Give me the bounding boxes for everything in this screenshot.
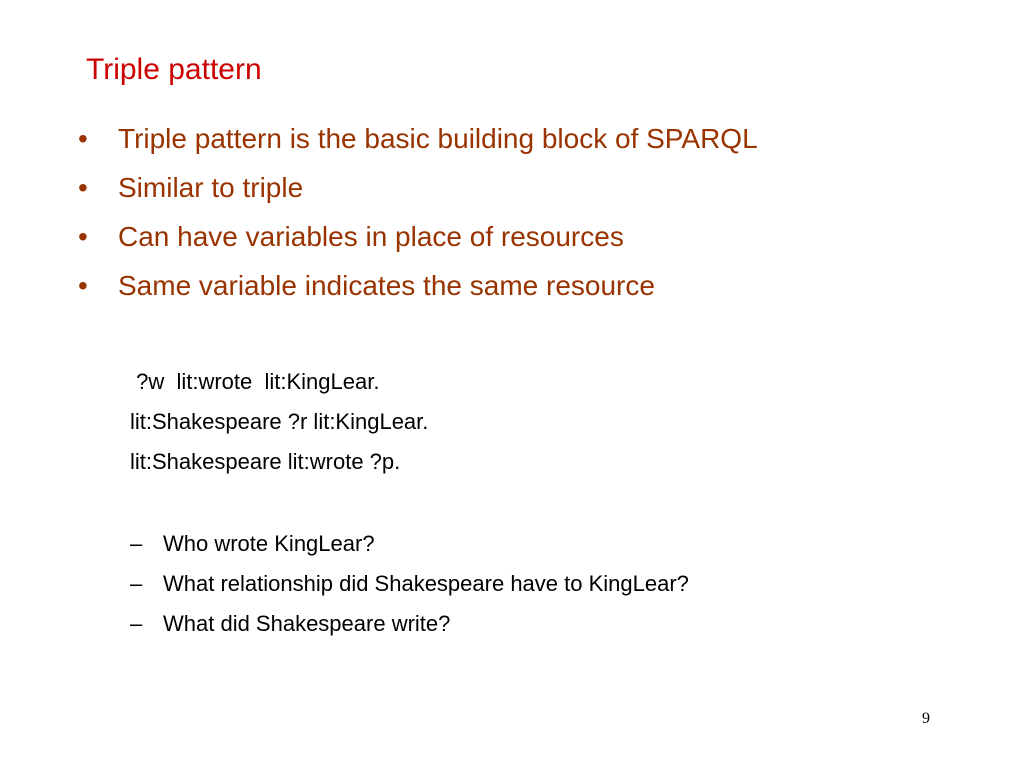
question-text: What did Shakespeare write? xyxy=(163,611,451,636)
bullet-mark: • xyxy=(78,172,88,203)
bullet-item xyxy=(78,261,758,310)
dash-mark: – xyxy=(130,611,143,636)
bullet-text: Triple pattern is the basic building block of SPARQL xyxy=(118,123,758,154)
question-text: Who wrote KingLear? xyxy=(163,531,375,556)
dash-mark: – xyxy=(130,531,143,556)
bullet-text: Similar to triple xyxy=(118,172,304,203)
triple-pattern-line: lit:Shakespeare lit:wrote ?p. xyxy=(130,449,401,474)
bullet-mark: • xyxy=(78,221,88,252)
bullet-mark: • xyxy=(78,270,88,301)
question-text: What relationship did Shakespeare have to KingLear? xyxy=(163,571,689,596)
bullet-text: Same variable indicates the same resource xyxy=(118,270,655,301)
dash-mark: – xyxy=(130,571,143,596)
question-item xyxy=(130,524,689,564)
triple-pattern-line: ?w lit:wrote lit:KingLear. xyxy=(130,369,380,394)
bullet-text: Can have variables in place of resources xyxy=(118,221,624,252)
triple-pattern-examples xyxy=(130,362,428,482)
bullet-item xyxy=(78,114,758,163)
question-item xyxy=(130,604,689,644)
question-list xyxy=(130,524,689,644)
bullet-list xyxy=(78,114,758,310)
bullet-item xyxy=(78,212,758,261)
triple-pattern-line: lit:Shakespeare ?r lit:KingLear. xyxy=(130,409,429,434)
question-item xyxy=(130,564,689,604)
bullet-item xyxy=(78,163,758,212)
bullet-mark: • xyxy=(78,123,88,154)
page-number: 9 xyxy=(922,710,930,727)
slide-title: Triple pattern xyxy=(86,53,262,86)
